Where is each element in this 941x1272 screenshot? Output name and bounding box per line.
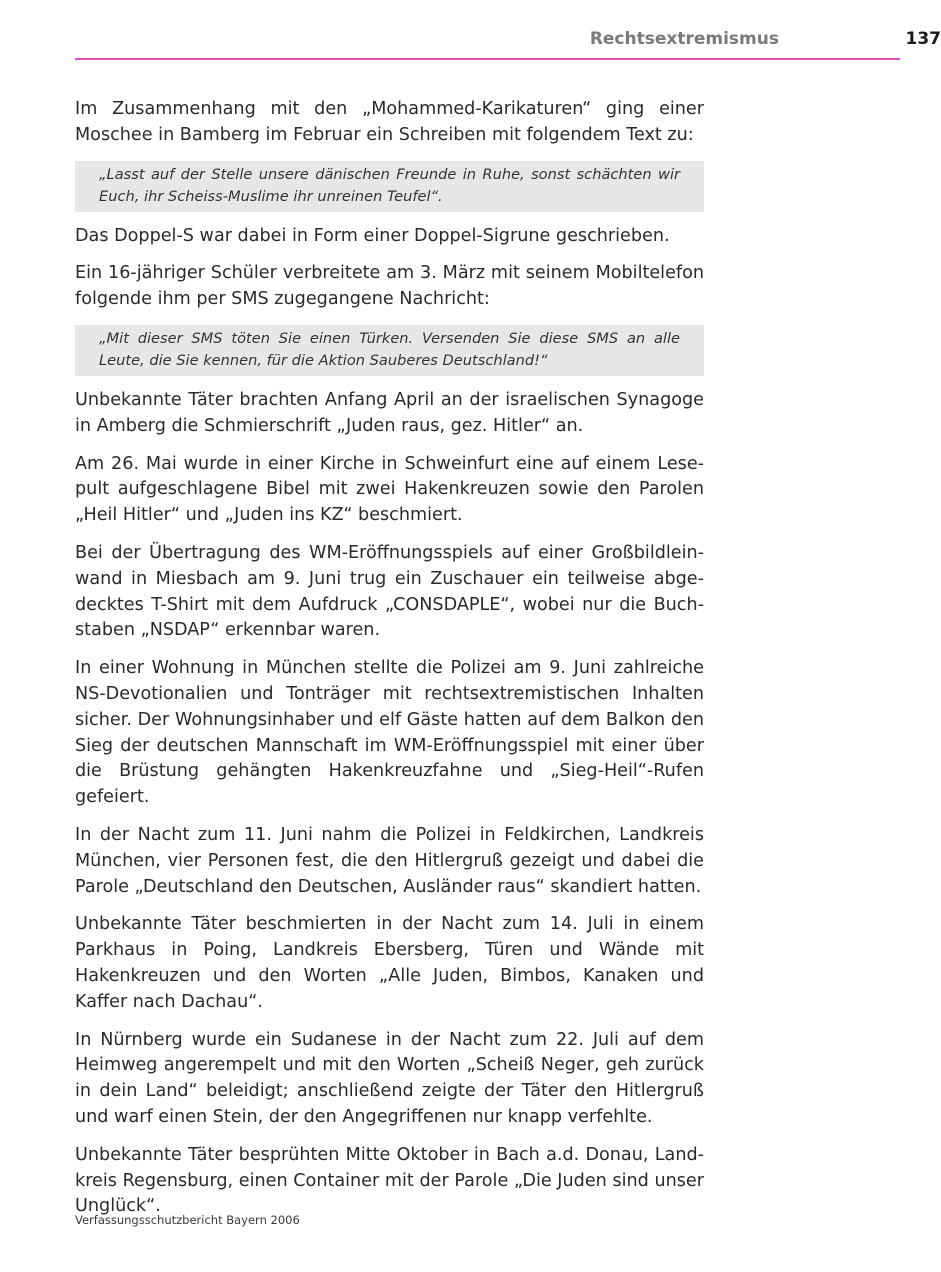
paragraph: Am 26. Mai wurde in einer Kirche in Schweinfurt eine auf einem Lesepult aufgeschlagene Bibel mit zwei Hakenkreuzen sowie den Parolen „Heil Hitler“ und „Juden ins KZ“ beschmiert. — [75, 453, 704, 526]
paragraph: Ein 16-jähriger Schüler verbreitete am 3. März mit seinem Mobiltelefon folgende ihm per SMS zugegangene Nachricht: — [75, 263, 704, 310]
paragraph: In der Nacht zum 11. Juni nahm die Polizei in Feldkirchen, Landkreis München, vier Personen fest, die den Hitlergruß gezeigt und dabei die Parole „Deutschland den Deutschen, Ausländer raus“ skandiert hatten. — [75, 824, 704, 897]
paragraph: Das Doppel-S war dabei in Form einer Doppel-Sigrune geschrieben. — [75, 225, 670, 246]
page-footer: Verfassungsschutzbericht Bayern 2006 — [75, 1213, 300, 1227]
paragraph: In Nürnberg wurde ein Sudanese in der Nacht zum 22. Juli auf dem Heimweg angerempelt und mit den Worten „Scheiß Neger, geh zurück in dein Land“ beleidigt; anschließend zeigte der Täter den Hitlergruß und warf einen Stein, der den Angegriffenen nur knapp verfehlte. — [75, 1029, 704, 1127]
paragraph: In einer Wohnung in München stellte die Polizei am 9. Juni zahlreiche NS-Devotionalien und Tonträger mit rechtsextremistischen Inhalten sicher. Der Wohnungsinhaber und elf Gäste hatten auf dem Balkon den Sieg der deutschen Mannschaft im WM-Eröffnungsspiel mit einer über die Brüstung gehängten Hakenkreuzfahne und „Sieg-Heil“-Rufen gefeiert. — [75, 658, 704, 808]
paragraph: Unbekannte Täter beschmierten in der Nacht zum 14. Juli in einem Parkhaus in Poing, Landkreis Ebersberg, Türen und Wände mit Hakenkreuzen und den Worten „Alle Juden, Bimbos, Kanaken und Kaffer nach Dachau“. — [75, 914, 704, 1012]
section-title: Rechtsextremismus — [589, 29, 779, 49]
paragraph: Unbekannte Täter besprühten Mitte Oktober in Bach a.d. Donau, Landkreis Regensburg, einen Container mit der Parole „Die Juden sind unser Unglück“. — [75, 1144, 704, 1217]
main-content — [75, 97, 704, 1232]
paragraph: Im Zusammenhang mit den „Mohammed-Karikaturen“ ging einer Moschee in Bamberg im Februar ein Schreiben mit folgendem Text zu: — [75, 99, 704, 145]
page-number: 137 — [905, 29, 941, 49]
quote-block: „Lasst auf der Stelle unsere dänischen Freunde in Ruhe, sonst schächten wir Euch, ihr Scheiss-Muslime ihr unreinen Teufel“. — [75, 161, 704, 212]
quote-block: „Mit dieser SMS töten Sie einen Türken. Versenden Sie diese SMS an alle Leute, die Sie kennen, für die Aktion Sauberes Deutschland!“ — [75, 325, 704, 376]
paragraph: Unbekannte Täter brachten Anfang April an der israelischen Synagoge in Amberg die Schmierschrift „Juden raus, gez. Hitler“ an. — [75, 389, 704, 436]
page-header — [75, 28, 941, 60]
paragraph: Bei der Übertragung des WM-Eröffnungsspiels auf einer Großbildleinwand in Miesbach am 9. Juni trug ein Zuschauer ein teilweise abgedecktes T-Shirt mit dem Aufdruck „CONSDAPLE“, wobei nur die Buchstaben „NSDAP“ erkennbar waren. — [75, 542, 704, 641]
